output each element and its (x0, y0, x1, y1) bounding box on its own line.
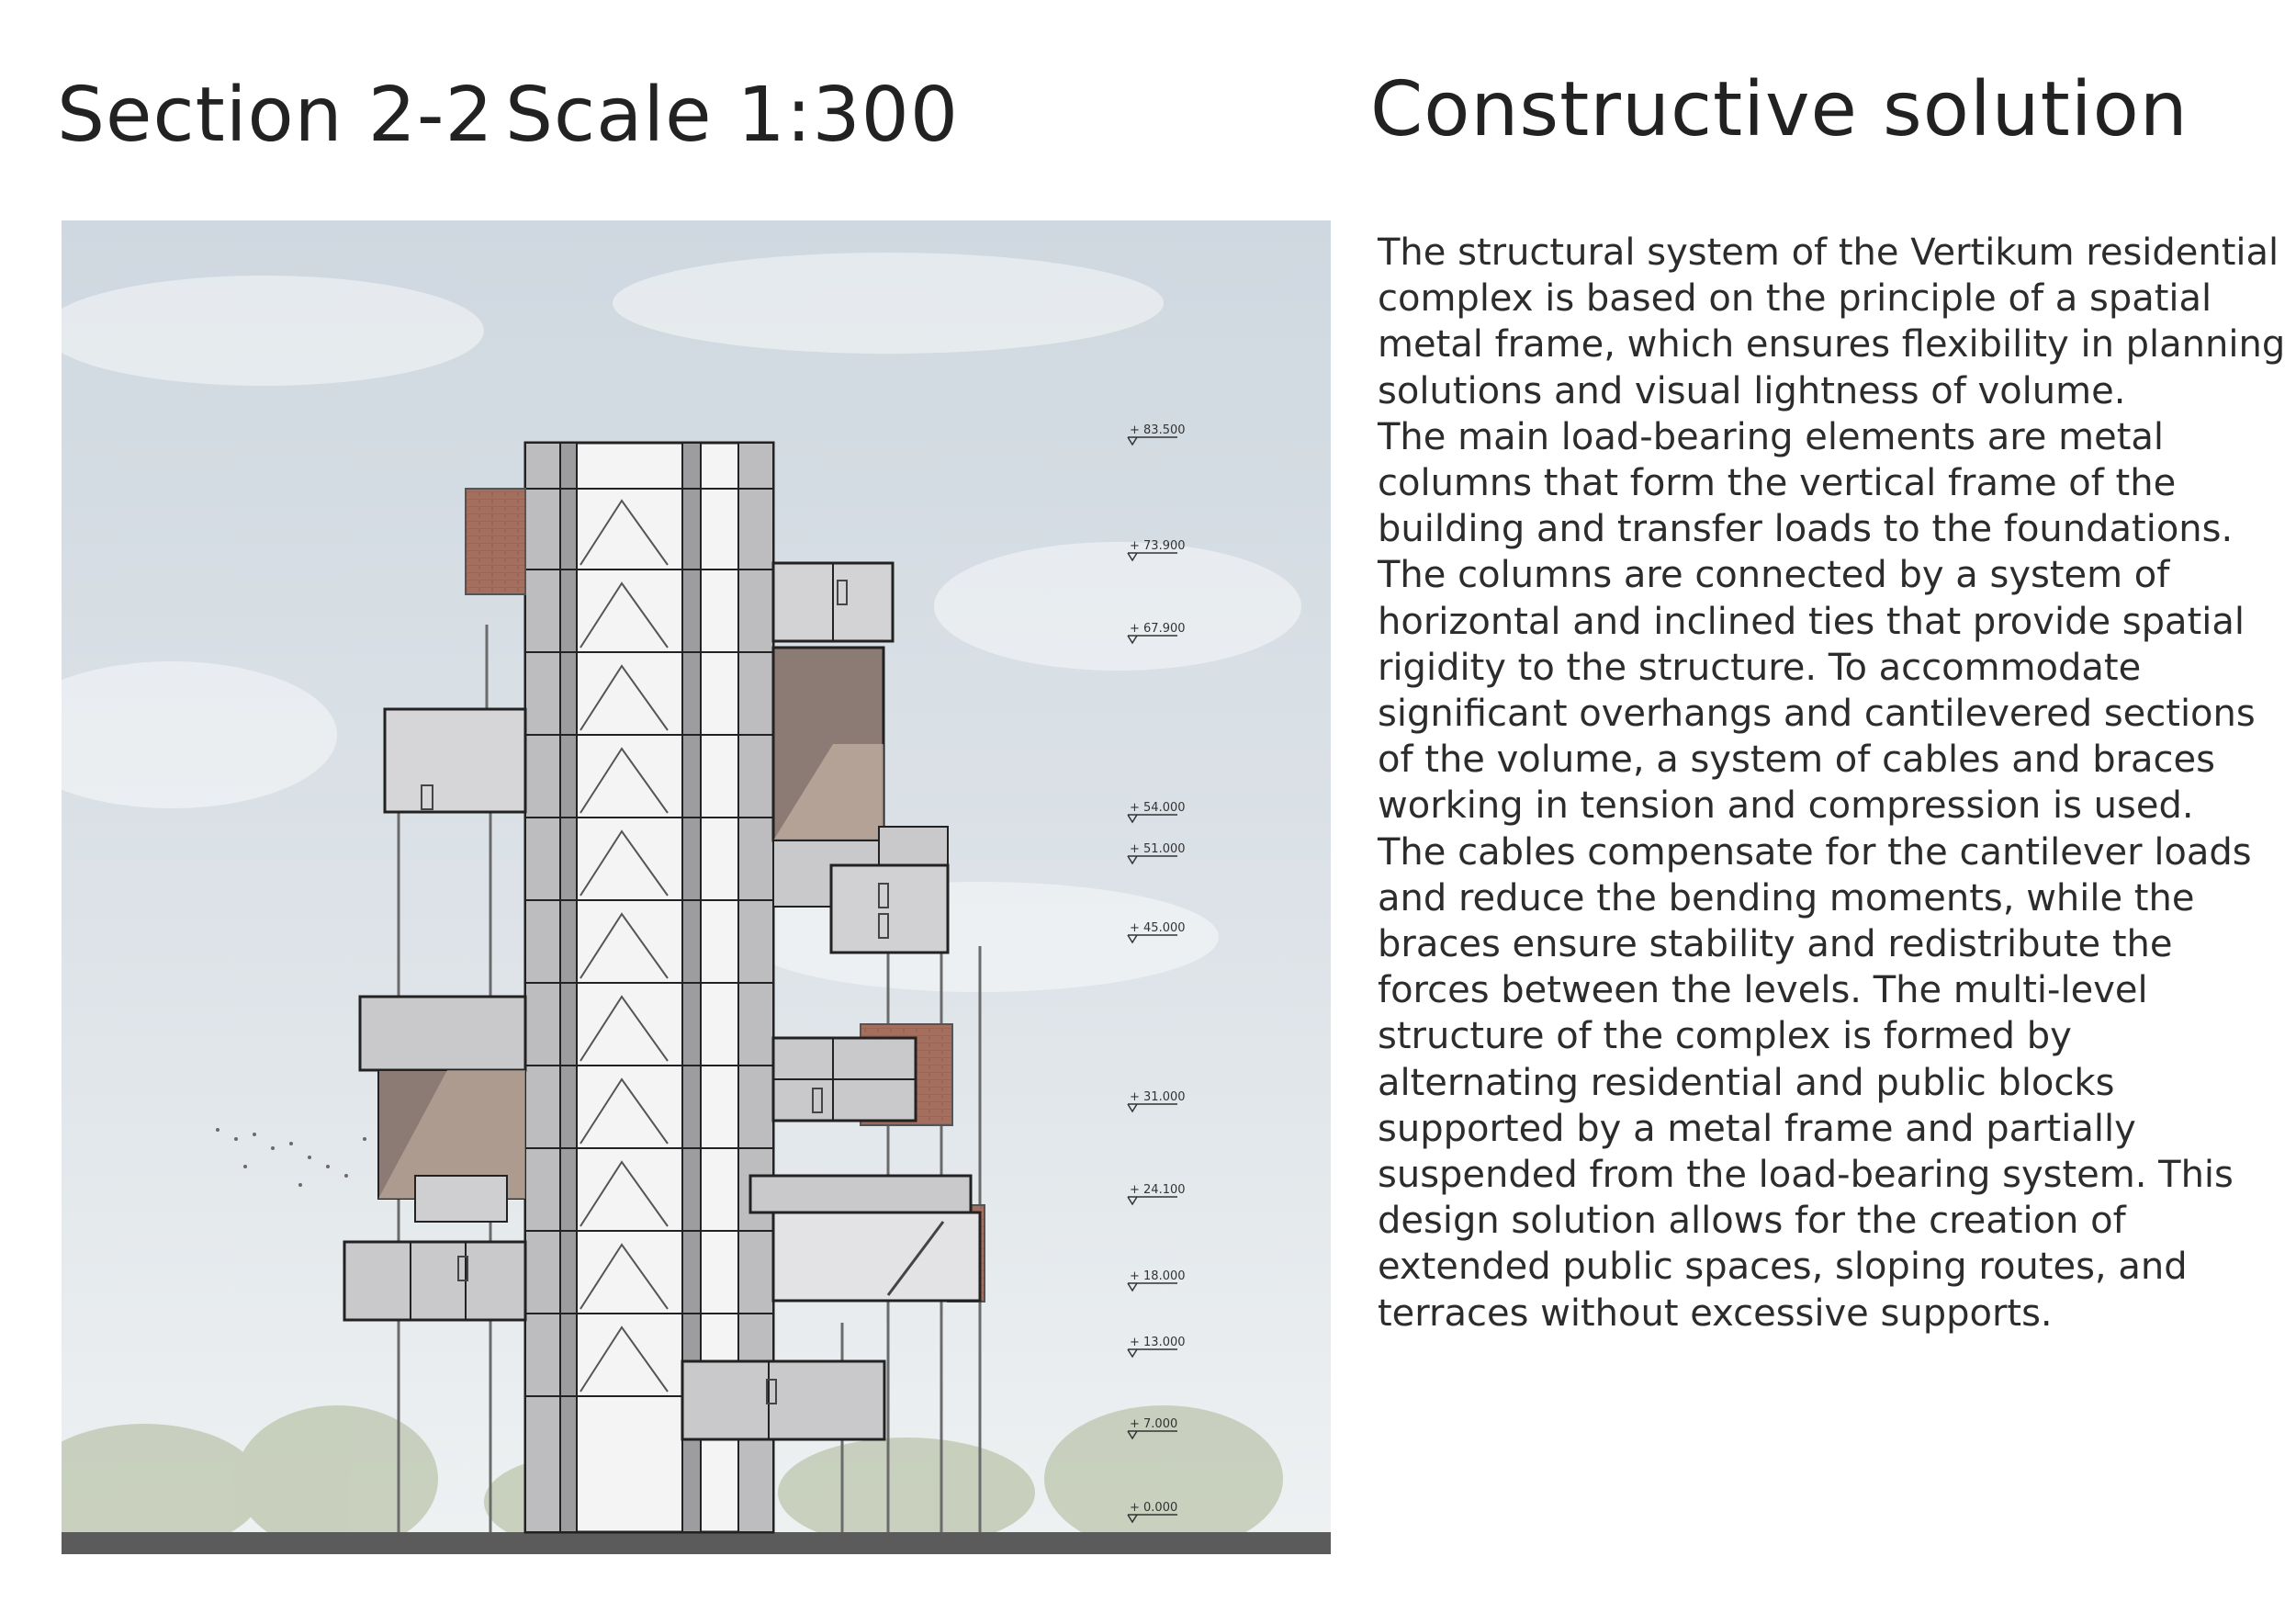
right-lower-module (750, 1176, 985, 1302)
description-line: horizontal and inclined ties that provide spatial (1378, 600, 2245, 643)
elevation-label: + 54.000 (1130, 801, 1186, 815)
elevation-label: + 51.000 (1130, 842, 1186, 856)
description-line: solutions and visual lightness of volume. (1378, 369, 2126, 412)
right-middle-module (773, 1024, 952, 1125)
description-line: braces ensure stability and redistribute the (1378, 923, 2173, 966)
description-line: suspended from the load-bearing system. This (1378, 1154, 2234, 1197)
description-line: forces between the levels. The multi-level (1378, 969, 2148, 1012)
description-line: extended public spaces, sloping routes, and (1378, 1246, 2188, 1289)
left-middle-module (360, 997, 525, 1222)
left-upper-module (385, 709, 525, 812)
description-line: significant overhangs and cantilevered sections (1378, 693, 2256, 736)
description-line: of the volume, a system of cables and braces (1378, 739, 2215, 782)
description-line: columns that form the vertical frame of the (1378, 462, 2177, 505)
description-line: metal frame, which ensures flexibility in planning (1378, 323, 2286, 367)
section-title: Section 2-2 (57, 72, 494, 159)
elevation-label: + 83.500 (1130, 423, 1186, 437)
elevation-label: + 7.000 (1130, 1417, 1178, 1431)
description-line: rigidity to the structure. To accommodate (1378, 646, 2142, 689)
ground-line (62, 1532, 1331, 1554)
scale-label: Scale 1:300 (505, 72, 959, 159)
description-line: The cables compensate for the cantilever loads (1378, 830, 2252, 874)
description-line: complex is based on the principle of a spatial (1378, 277, 2212, 321)
description-line: alternating residential and public blocks (1378, 1061, 2115, 1104)
elevation-label: + 18.000 (1130, 1269, 1186, 1283)
description-line: building and transfer loads to the foundations. (1378, 508, 2234, 551)
elevation-label: + 31.000 (1130, 1090, 1186, 1104)
elevation-label: + 24.100 (1130, 1183, 1186, 1197)
description-line: terraces without excessive supports. (1378, 1291, 2053, 1335)
upper-brick-block (466, 489, 525, 594)
bottom-right-module (682, 1361, 884, 1439)
elevation-label: + 0.000 (1130, 1501, 1178, 1515)
description-text (1378, 230, 2287, 1336)
right-top-module (773, 563, 893, 641)
elevation-label: + 67.900 (1130, 622, 1186, 636)
description-line: structure of the complex is formed by (1378, 1015, 2072, 1058)
elevation-label: + 73.900 (1130, 539, 1186, 553)
section-drawing (62, 220, 1331, 1554)
description-line: The structural system of the Vertikum residential (1378, 231, 2279, 274)
description-line: design solution allows for the creation of (1378, 1200, 2126, 1243)
constructive-solution-title: Constructive solution (1370, 66, 2189, 153)
description-line: The columns are connected by a system of (1378, 554, 2170, 597)
description-line: The main load-bearing elements are metal (1378, 415, 2164, 458)
left-lower-module (344, 1242, 525, 1320)
elevation-label: + 45.000 (1130, 921, 1186, 935)
description-line: supported by a metal frame and partially (1378, 1107, 2136, 1150)
description-line: and reduce the bending moments, while the (1378, 876, 2195, 919)
elevation-label: + 13.000 (1130, 1336, 1186, 1349)
description-line: working in tension and compression is used. (1378, 784, 2194, 828)
